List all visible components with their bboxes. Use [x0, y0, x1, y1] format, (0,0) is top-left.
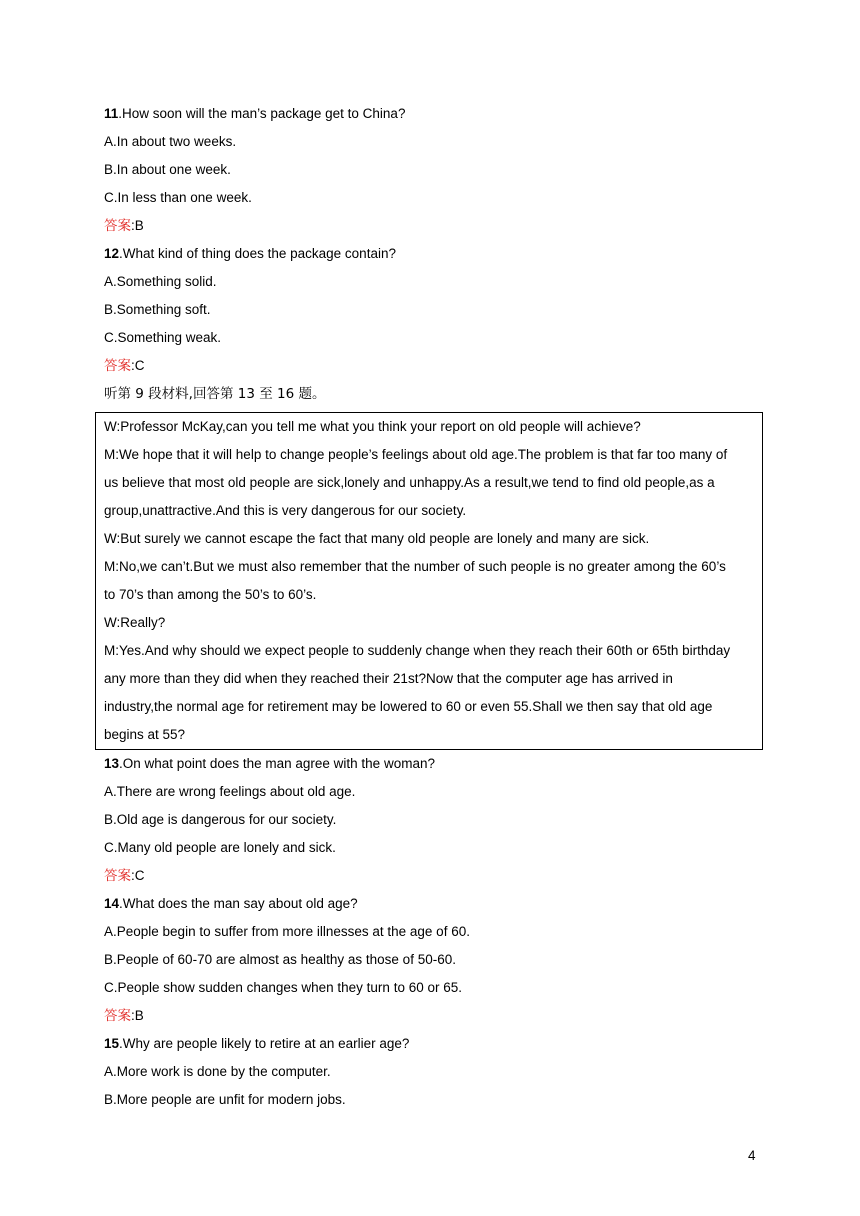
option-a: A.There are wrong feelings about old age. — [104, 784, 356, 799]
question-13 — [104, 750, 764, 778]
answer-11 — [104, 212, 764, 240]
option-c: C.Something weak. — [104, 330, 222, 345]
answer-14 — [104, 1002, 764, 1030]
transcript-line: begins at 55? — [104, 727, 186, 742]
answer-label: 答案 — [104, 1008, 131, 1024]
option-c: C.Many old people are lonely and sick. — [104, 840, 336, 855]
answer-label: 答案 — [104, 358, 131, 374]
question-text: .Why are people likely to retire at an earlier age? — [119, 1036, 410, 1051]
answer-value: :B — [131, 1008, 144, 1023]
answer-12 — [104, 352, 764, 380]
transcript-line: M:Yes.And why should we expect people to suddenly change when they reach their 60th or 65th birthday — [104, 643, 731, 658]
transcript-line: any more than they did when they reached their 21st?Now that the computer age has arrived in — [104, 671, 673, 686]
question-text: .What kind of thing does the package contain? — [119, 246, 396, 261]
answer-label: 答案 — [104, 868, 131, 884]
transcript-line: industry,the normal age for retirement may be lowered to 60 or even 55.Shall we then say that old age — [104, 699, 713, 714]
transcript-line: group,unattractive.And this is very dangerous for our society. — [104, 503, 467, 518]
answer-value: :C — [131, 868, 145, 883]
option-c: C.In less than one week. — [104, 190, 252, 205]
answer-value: :C — [131, 358, 145, 373]
question-14 — [104, 890, 764, 918]
question-number: 13 — [104, 756, 120, 771]
option-a: A.More work is done by the computer. — [104, 1064, 331, 1079]
question-number: 14 — [104, 896, 120, 911]
transcript-line: M:No,we can’t.But we must also remember that the number of such people is no greater among the 60’s — [104, 559, 726, 574]
option-b: B.Old age is dangerous for our society. — [104, 812, 337, 827]
transcript-line: W:But surely we cannot escape the fact that many old people are lonely and many are sick. — [104, 531, 650, 546]
option-b: B.People of 60-70 are almost as healthy as those of 50-60. — [104, 952, 456, 967]
transcript-line: W:Professor McKay,can you tell me what you think your report on old people will achieve? — [104, 419, 641, 434]
answer-label: 答案 — [104, 218, 131, 234]
transcript-line: M:We hope that it will help to change people’s feelings about old age.The problem is that far too many of — [104, 447, 728, 462]
option-a: A.People begin to suffer from more illnesses at the age of 60. — [104, 924, 470, 939]
transcript-box — [95, 412, 763, 750]
option-b: B.Something soft. — [104, 302, 211, 317]
page-content — [104, 100, 764, 1114]
transcript-line: W:Really? — [104, 615, 166, 630]
option-c: C.People show sudden changes when they turn to 60 or 65. — [104, 980, 462, 995]
answer-value: :B — [131, 218, 144, 233]
question-text: .How soon will the man’s package get to China? — [118, 106, 406, 121]
question-12 — [104, 240, 764, 268]
page-number: 4 — [748, 1148, 756, 1163]
question-11 — [104, 100, 764, 128]
question-number: 15 — [104, 1036, 120, 1051]
option-a: A.In about two weeks. — [104, 134, 237, 149]
transcript-line: us believe that most old people are sick,lonely and unhappy.As a result,we tend to find old people,as a — [104, 475, 715, 490]
question-15 — [104, 1030, 764, 1058]
section-instruction: 听第 9 段材料,回答第 13 至 16 题。 — [104, 386, 326, 402]
option-a: A.Something solid. — [104, 274, 217, 289]
question-number: 12 — [104, 246, 120, 261]
answer-13 — [104, 862, 764, 890]
transcript-line: to 70’s than among the 50’s to 60’s. — [104, 587, 317, 602]
question-text: .On what point does the man agree with the woman? — [119, 756, 435, 771]
option-b: B.More people are unfit for modern jobs. — [104, 1092, 346, 1107]
option-b: B.In about one week. — [104, 162, 231, 177]
question-number: 11 — [104, 106, 119, 121]
question-text: .What does the man say about old age? — [119, 896, 358, 911]
